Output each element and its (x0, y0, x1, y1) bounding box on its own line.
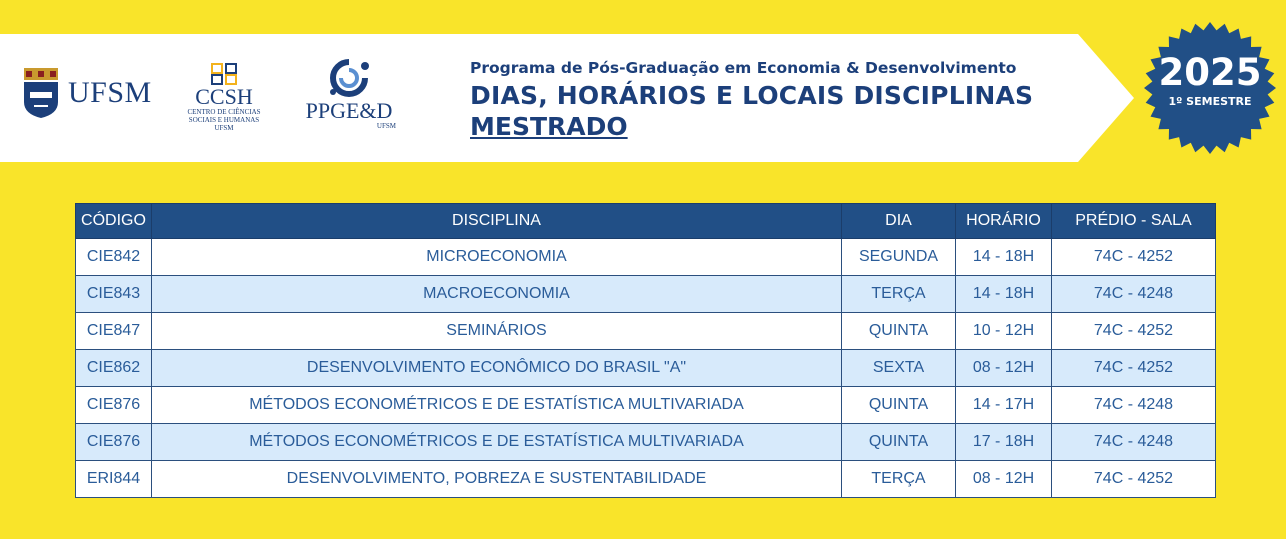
heading-block (470, 59, 1033, 141)
semester-badge (1142, 20, 1278, 156)
cell-codigo: ERI844 (76, 461, 152, 498)
cell-dia: SEGUNDA (842, 239, 956, 276)
header-horario: HORÁRIO (956, 204, 1052, 239)
cell-codigo: CIE842 (76, 239, 152, 276)
cell-disciplina: DESENVOLVIMENTO ECONÔMICO DO BRASIL "A" (152, 350, 842, 387)
cell-horario: 10 - 12H (956, 313, 1052, 350)
table-row (76, 276, 1216, 313)
schedule-table (75, 203, 1216, 498)
ufsm-logo-text: UFSM (68, 76, 152, 109)
cell-codigo: CIE876 (76, 387, 152, 424)
ccsh-logo (184, 62, 264, 132)
cell-codigo: CIE843 (76, 276, 152, 313)
cell-disciplina: MÉTODOS ECONOMÉTRICOS E DE ESTATÍSTICA MULTIVARIADA (152, 424, 842, 461)
cell-disciplina: MACROECONOMIA (152, 276, 842, 313)
cell-horario: 17 - 18H (956, 424, 1052, 461)
cell-horario: 14 - 18H (956, 276, 1052, 313)
table-header-row (76, 204, 1216, 239)
cell-dia: SEXTA (842, 350, 956, 387)
ppged-mark-icon (326, 56, 372, 100)
header-codigo: CÓDIGO (76, 204, 152, 239)
header-dia: DIA (842, 204, 956, 239)
program-name: Programa de Pós-Graduação em Economia & Desenvolvimento (470, 59, 1017, 77)
cell-disciplina: DESENVOLVIMENTO, POBREZA E SUSTENTABILIDADE (152, 461, 842, 498)
ccsh-mark-icon (209, 62, 239, 86)
ppged-logo-sub: UFSM (376, 122, 396, 130)
cell-codigo: CIE876 (76, 424, 152, 461)
ccsh-logo-sub-3: UFSM (214, 124, 234, 132)
ufsm-logo (22, 68, 152, 118)
cell-predio-sala: 74C - 4252 (1052, 350, 1216, 387)
table-row (76, 313, 1216, 350)
badge-year: 2025 (1158, 51, 1262, 94)
cell-predio-sala: 74C - 4252 (1052, 461, 1216, 498)
table-row (76, 239, 1216, 276)
ufsm-crest-icon (22, 68, 60, 118)
page-title: DIAS, HORÁRIOS E LOCAIS DISCIPLINAS (470, 81, 1034, 110)
cell-dia: QUINTA (842, 313, 956, 350)
cell-predio-sala: 74C - 4248 (1052, 424, 1216, 461)
cell-disciplina: SEMINÁRIOS (152, 313, 842, 350)
cell-dia: TERÇA (842, 461, 956, 498)
cell-dia: QUINTA (842, 387, 956, 424)
cell-horario: 14 - 17H (956, 387, 1052, 424)
cell-disciplina: MICROECONOMIA (152, 239, 842, 276)
cell-predio-sala: 74C - 4248 (1052, 387, 1216, 424)
cell-dia: QUINTA (842, 424, 956, 461)
cell-predio-sala: 74C - 4252 (1052, 313, 1216, 350)
cell-disciplina: MÉTODOS ECONOMÉTRICOS E DE ESTATÍSTICA MULTIVARIADA (152, 387, 842, 424)
ppged-logo-name: PPGE&D (305, 98, 393, 123)
cell-codigo: CIE862 (76, 350, 152, 387)
table-row (76, 350, 1216, 387)
ppged-logo (294, 56, 404, 130)
cell-predio-sala: 74C - 4248 (1052, 276, 1216, 313)
table-row (76, 461, 1216, 498)
page-subtitle-level: MESTRADO (470, 112, 628, 141)
ccsh-logo-name: CCSH (195, 84, 253, 109)
cell-codigo: CIE847 (76, 313, 152, 350)
header-disciplina: DISCIPLINA (152, 204, 842, 239)
ccsh-logo-sub-2: SOCIAIS E HUMANAS (188, 116, 260, 124)
header-banner (0, 34, 1136, 162)
table-row (76, 387, 1216, 424)
ccsh-logo-sub-1: CENTRO DE CIÊNCIAS (187, 108, 261, 116)
table-row (76, 424, 1216, 461)
header-predio-sala: PRÉDIO - SALA (1052, 204, 1216, 239)
cell-horario: 14 - 18H (956, 239, 1052, 276)
cell-dia: TERÇA (842, 276, 956, 313)
cell-horario: 08 - 12H (956, 350, 1052, 387)
badge-semester: 1º SEMESTRE (1168, 95, 1252, 108)
cell-horario: 08 - 12H (956, 461, 1052, 498)
cell-predio-sala: 74C - 4252 (1052, 239, 1216, 276)
